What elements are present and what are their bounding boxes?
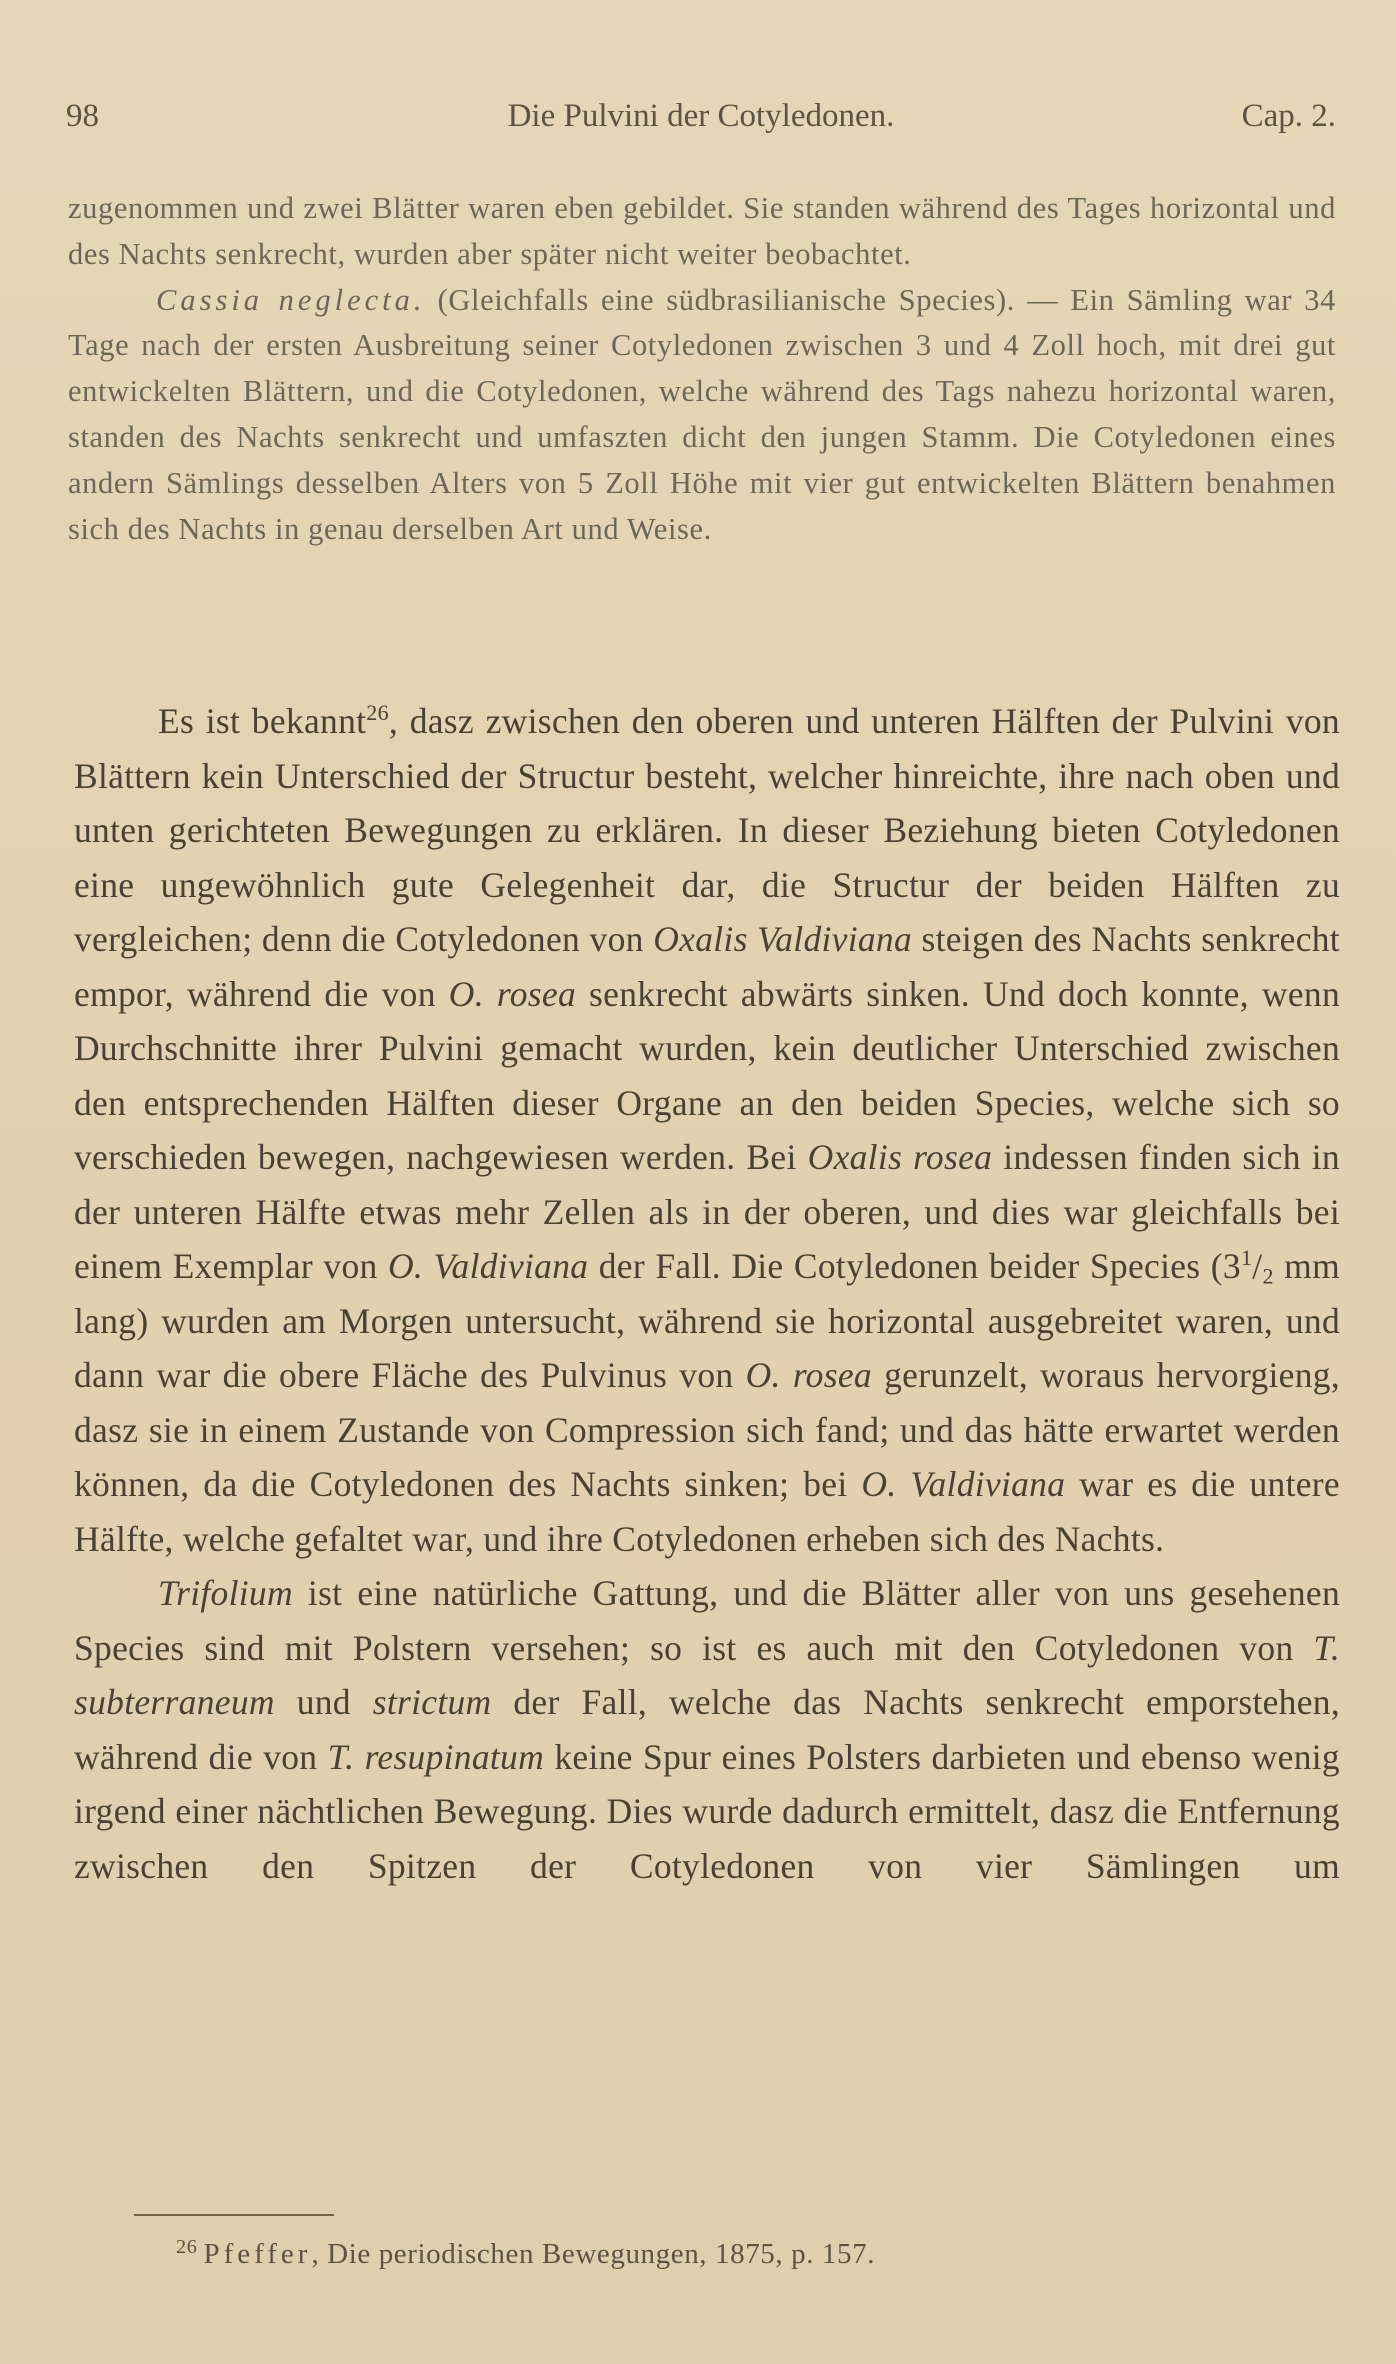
species-name: strictum: [372, 1682, 492, 1722]
running-header: [66, 98, 1336, 148]
fraction-numerator: 1: [1240, 1244, 1253, 1270]
text-run: ist eine natürliche Gattung, und die Blätter aller von uns gesehenen Species sind mit Polstern versehen; so ist es auch mit den Cotyledonen von: [74, 1573, 1340, 1668]
footnote-text: , Die periodischen Bewegungen, 1875, p. 157.: [311, 2238, 876, 2270]
genus-name: Trifolium: [158, 1573, 293, 1613]
small-paragraph-cassia: [68, 278, 1336, 553]
footnote-number: 26: [176, 2235, 198, 2258]
text-run: der Fall, welche das Nachts senkrecht emporstehen, während die von: [74, 1682, 1340, 1777]
text-run: keine Spur eines Polsters darbieten und ebenso wenig irgend einer nächtlichen Bewegung. Dies wurde dadurch ermittelt, dasz die Entfernung zwischen den Spitzen der Cotyledonen von vier Sämlingen um: [74, 1736, 1340, 1886]
paragraph-pulvini-structure: Es ist bekannt$^{26}$, dasz zwischen den oberen und unteren Hälften der Pulvini von Blättern kein Unterschied der Structur besteht, welcher hinreichte, ihre nach oben und unten gerichteten Bewegungen zu erklären. In dieser Beziehung bieten Cotyledonen eine ungewöhnlich gute Gelegenheit dar, die Structur der beiden Hälften zu vergleichen; denn die Cotyledonen von Oxalis Valdiviana steigen des Nachts senkrecht empor, während die von O. rosea senkrecht abwärts sinken. Und doch konnte, wenn Durchschnitte ihrer Pulvini gemacht wurden, kein deutlicher Unterschied zwischen den entsprechenden Hälften dieser Organe an den beiden Species, welche sich so verschieden bewegen, nachgewiesen werden. Bei Oxalis rosea indessen finden sich in der unteren Hälfte etwas mehr Zellen als in der oberen, und dies war gleichfalls bei einem Exemplar von O. Valdiviana der Fall. Die Cotyledonen beider Species ($3^1/_2$ mm lang) wurden am Morgen untersucht, während sie horizontal ausgebreitet waren, und dann war die obere Fläche des Pulvinus von O. rosea gerunzelt, woraus hervorgieng, dasz sie in einem Zustande von Compression sich fand; und das hätte erwartet werden können, da die Cotyledonen des Nachts sinken; bei O. Valdiviana war es die untere Hälfte, welche gefaltet war, und ihre Cotyledonen erheben sich des Nachts.: [74, 699, 1341, 1559]
species-name: O. rosea: [745, 1355, 872, 1395]
paragraph-trifolium: [74, 1566, 1340, 1893]
footnote-divider: [134, 2214, 334, 2216]
page-number: 98: [66, 98, 99, 134]
species-name: Cassia neglecta.: [156, 282, 426, 317]
text-run: mm lang) wurden am Morgen untersucht, während sie horizontal ausgebreitet waren, und dann war die obere Fläche des Pulvinus von: [74, 1246, 1340, 1395]
text-run: und: [274, 1682, 373, 1722]
species-name: Oxalis rosea: [807, 1137, 993, 1177]
text-run: gerunzelt, woraus hervorgieng, dasz sie in einem Zustande von Compression sich fand; und das hätte erwartet werden können, da die Cotyledonen des Nachts sinken; bei: [74, 1355, 1341, 1504]
text-run: senkrecht abwärts sinken. Und doch konnte, wenn Durchschnitte ihrer Pulvini gemacht wurden, kein deutlicher Unterschied zwischen den entsprechenden Hälften dieser Organe an den beiden Species, welche sich so verschieden bewegen, nachgewiesen werden. Bei: [74, 973, 1341, 1177]
text-run: , dasz zwischen den oberen und unteren Hälften der Pulvini von Blättern kein Unterschied der Structur besteht, welcher hinreichte, ihre nach oben und unten gerichteten Bewegungen zu erklären. In dieser Beziehung bieten Cotyledonen eine ungewöhnlich gute Gelegenheit dar, die Structur der beiden Hälften zu vergleichen; denn die Cotyledonen von: [74, 701, 1340, 959]
species-name: O. Valdiviana: [861, 1464, 1066, 1504]
species-name: T. subterraneum: [74, 1627, 1340, 1722]
species-name: T. resupinatum: [327, 1736, 545, 1777]
text-run: steigen des Nachts senkrecht empor, während die von: [74, 919, 1340, 1014]
small-paragraph-continuation: zugenommen und zwei Blätter waren eben gebildet. Sie standen während des Tages horizontal und des Nachts senkrecht, wurden aber später nicht weiter beobachtet.: [68, 191, 1336, 271]
text-run: der Fall. Die Cotyledonen beider Species (3: [588, 1246, 1241, 1286]
fraction-denominator: 2: [1262, 1263, 1274, 1289]
species-name: O. Valdiviana: [387, 1246, 589, 1286]
footnote-reference: 26: [366, 699, 389, 725]
small-paragraph-text: (Gleichfalls eine südbrasilianische Species). — Ein Sämling war 34 Tage nach der ersten Ausbreitung seiner Cotyledonen zwischen 3 und 4 Zoll hoch, mit drei gut entwickelten Blättern, und die Cotyledonen, welche während des Tags nahezu horizontal waren, standen des Nachts senkrecht und umfaszten dicht den jungen Stamm. Die Cotyledonen eines andern Sämlings desselben Alters von 5 Zoll Höhe mit vier gut entwickelten Blättern benahmen sich des Nachts in genau derselben Art und Weise.: [68, 282, 1336, 546]
footnote-author: Pfeffer: [203, 2238, 312, 2270]
chapter-label: Cap. 2.: [1241, 98, 1336, 134]
text-run: war es die untere Hälfte, welche gefaltet war, und ihre Cotyledonen erheben sich des Nachts.: [74, 1464, 1340, 1559]
species-name: O. rosea: [448, 973, 577, 1014]
main-text-section: [74, 694, 1340, 1893]
running-title: Die Pulvini der Cotyledonen.: [507, 98, 895, 134]
small-print-section: [68, 186, 1336, 552]
text-run: indessen finden sich in der unteren Hälfte etwas mehr Zellen als in der oberen, und dies war gleichfalls bei einem Exemplar von: [74, 1137, 1340, 1286]
species-name: Oxalis Valdiviana: [653, 919, 913, 959]
footnote: [176, 2235, 876, 2271]
text-run: Es ist bekannt: [158, 701, 367, 741]
